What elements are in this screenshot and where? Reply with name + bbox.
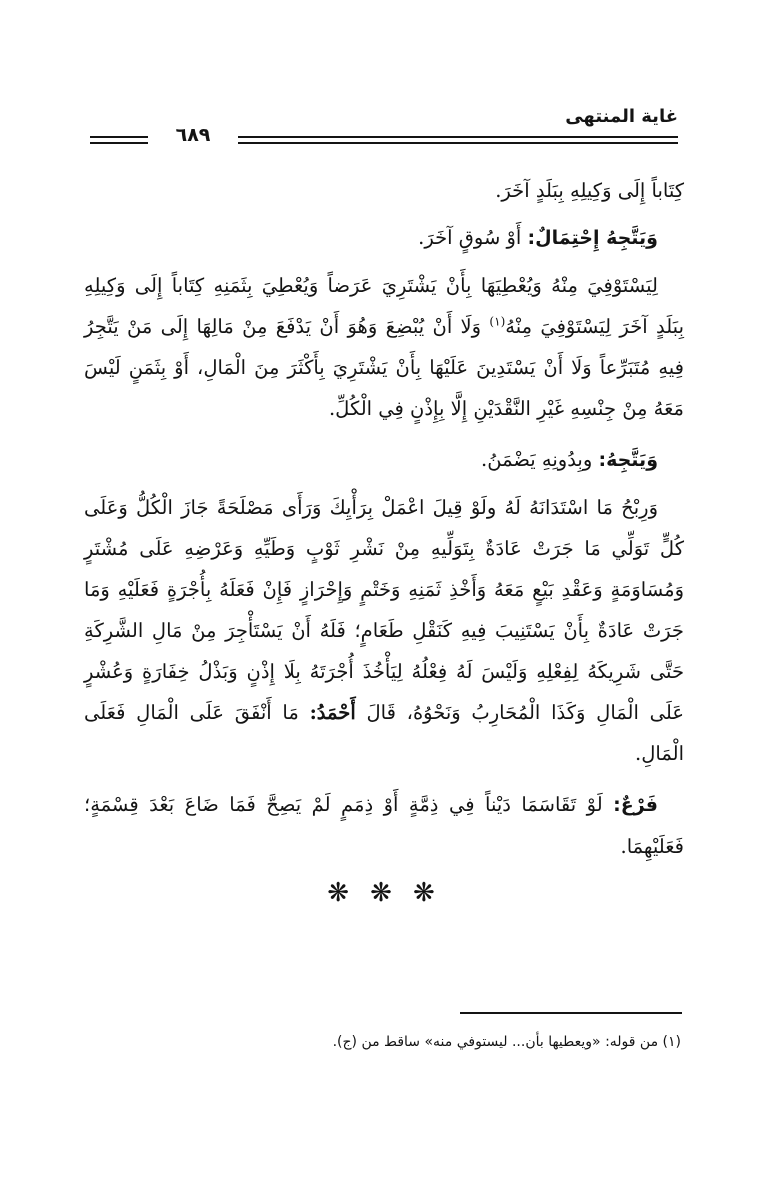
paragraph-text: وبِدُونِهِ يَضْمَنُ. (481, 448, 593, 471)
paragraph-profit (84, 487, 684, 774)
page-number: ٦٨٩ (148, 120, 238, 150)
running-title: غاية المنتهى (565, 106, 678, 127)
paragraph-text: وَرِبْحُ مَا اسْتَدَانَهُ لَهُ ولَوْ قِيلَ اعْمَلْ بِرَأْيِكَ وَرَأَى مَصْلَحَةً جَازَ الْكُلُّ وَعَلَى كُلٍّ تَوَلِّي مَا جَرَتْ عَادَةٌ بِتَوَلِّيهِ مِنْ نَشْرِ ثَوْبٍ وَطَيِّهِ وَعَرْضِهِ عَلَى مُشْتَرٍ وَمُسَاوَمَةٍ وَعَقْدِ بَيْعٍ مَعَهُ وَأَخْذِ ثَمَنِهِ وَخَتْمٍ وَإِحْرَازٍ فَإِنْ فَعَلَهُ بِأُجْرَةٍ فَعَلَيْهِ وَمَا جَرَتْ عَادَةٌ بِأَنْ يَسْتَنِيبَ فِيهِ كَنَقْلِ طَعَامٍ؛ فَلَهُ أَنْ يَسْتَأْجِرَ مِنْ مَالِ الشَّرِكَةِ حَتَّى شَرِيكَهُ لِفِعْلِهِ وَلَيْسَ لَهُ فِعْلُهُ لِيَأْخُذَ أُجْرَتَهُ بِلَا إِذْنٍ وَبَذْلُ خِفَارَةٍ وَعُشْرٍ عَلَى الْمَالِ وَكَذَا الْمُحَارِبُ وَنَحْوُهُ، قَالَ (84, 496, 684, 724)
paragraph-commentary-2 (84, 439, 684, 481)
section-separator: ❋ ❋ ❋ (327, 878, 441, 908)
running-header (90, 106, 678, 152)
paragraph-commentary-1 (84, 217, 684, 259)
branch-lead: فَرْعٌ: (613, 794, 658, 816)
commentary-lead: وَيَتَّجِهُ إِحْتِمَالٌ: (527, 227, 658, 249)
paragraph-text-continued: وَلَا أَنْ يُبْضِعَ وَهُوَ أَنْ يَدْفَعَ مِنْ مَالِهَا إِلَى مَنْ يَتَّجِرُ فِيهِ مُتَبَرِّعاً وَلَا أَنْ يَسْتَدِينَ عَلَيْهَا بِأَنْ يَشْتَرِيَ بِأَكْثَرَ مِنَ الْمَالِ، أَوْ بِثَمَنٍ لَيْسَ مَعَهُ مِنْ جِنْسِهِ غَيْرِ النَّقْدَيْنِ إِلَّا بِإِذْنٍ فِي الْكُلِّ. (84, 315, 684, 420)
paragraph-branch (84, 784, 684, 867)
footnote-marker: (١) (489, 314, 506, 329)
paragraph-text: كِتَاباً إِلَى وَكِيلِهِ بِبَلَدٍ آخَرَ. (495, 179, 684, 202)
paragraph-main (84, 265, 684, 429)
paragraph-text-continued: مَا أَنْفَقَ عَلَى الْمَالِ فَعَلَى الْمَالِ. (84, 701, 684, 765)
paragraph-continuation (84, 170, 684, 211)
paragraph-text: لَوْ تَقَاسَمَا دَيْناً فِي ذِمَّةٍ أَوْ ذِمَمٍ لَمْ يَصِحَّ فَمَا ضَاعَ بَعْدَ قِسْمَةٍ؛ فَعَلَيْهِمَا. (84, 793, 684, 858)
paragraph-text: لِيَسْتَوْفِيَ مِنْهُ وَيُعْطِيَهَا بِأَنْ يَشْتَرِيَ عَرَضاً وَيُعْطِيَ بِثَمَنِهِ كِتَاباً إِلَى وَكِيلِهِ بِبَلَدٍ آخَرَ لِيَسْتَوْفِيَ مِنْهُ (84, 274, 684, 338)
main-text (84, 170, 684, 913)
footnote-rule (460, 1012, 682, 1014)
footnote: (١) من قوله: «ويعطيها بأن... ليستوفي منه» ساقط من (ج). (332, 1034, 681, 1050)
paragraph-text: أَوْ سُوقٍ آخَرَ. (418, 226, 522, 249)
scholar-name: أَحْمَدُ: (309, 701, 356, 724)
commentary-lead: وَيَتَّجِهُ: (598, 449, 658, 471)
